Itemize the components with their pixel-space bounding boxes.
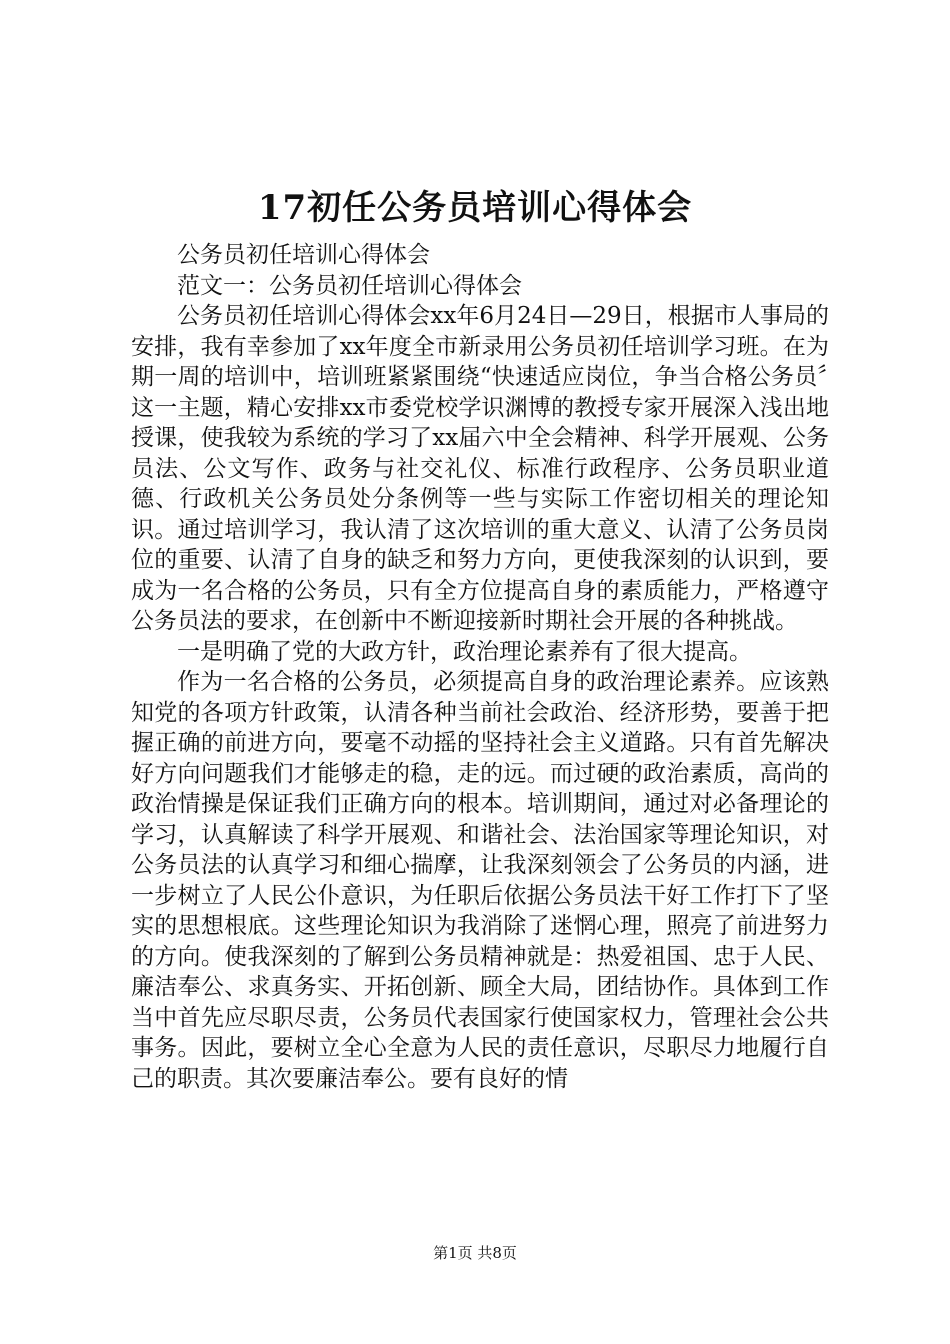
paragraph-sample-heading: 范文一：公务员初任培训心得体会 [177,272,522,299]
document-title: 17初任公务员培训心得体会 [257,188,693,228]
paragraph-point-one-detail: 作为一名合格的公务员，必须提高自身的政治理论素养。应该熟知党的各项方针政策，认清各种当前社会政治、经济形势，要善于把握正确的前进方向，要毫不动摇的坚持社会主义道路。只有首先解决好方向问题我们才能够走的稳，走的远。而过硬的政治素质，高尚的政治情操是保证我们正确方向的根本。培训期间，通过对必备理论的学习，认真解读了科学开展观、和谐社会、法治国家等理论知识，对公务员法的认真学习和细心揣摩，让我深刻领会了公务员的内涵，进一步树立了人民公仆意识，为任职后依据公务员法干好工作打下了坚实的思想根底。这些理论知识为我消除了迷惘心理，照亮了前进努力的方向。使我深刻的了解到公务员精神就是：热爱祖国、忠于人民、廉洁奉公、求真务实、开拓创新、顾全大局，团结协作。具体到工作当中首先应尽职尽责，公务员代表国家行使国家权力，管理社会公共事务。因此，要树立全心全意为人民的责任意识，尽职尽力地履行自己的职责。其次要廉洁奉公。要有良好的情 [131,669,829,1092]
page-number-footer: 第1页 共8页 [433,1244,517,1262]
document-body [131,240,829,1094]
paragraph-subtitle: 公务员初任培训心得体会 [177,242,430,268]
paragraph-point-one: 一是明确了党的大政方针，政治理论素养有了很大提高。 [177,638,752,665]
paragraph-intro: 公务员初任培训心得体会xx年6月24日—29日，根据市人事局的安排，我有幸参加了xx年度全市新录用公务员初任培训学习班。在为期一周的培训中，培训班紧紧围绕“快速适应岗位，争当合格公务员〞这一主题，精心安排xx市委党校学识渊博的教授专家开展深入浅出地授课，使我较为系统的学习了xx届六中全会精神、科学开展观、公务员法、公文写作、政务与社交礼仪、标准行政程序、公务员职业道德、行政机关公务员处分条例等一些与实际工作密切相关的理论知识。通过培训学习，我认清了这次培训的重大意义、认清了公务员岗位的重要、认清了自身的缺乏和努力方向，更使我深刻的认识到，要成为一名合格的公务员，只有全方位提高自身的素质能力，严格遵守公务员法的要求，在创新中不断迎接新时期社会开展的各种挑战。 [131,303,829,634]
